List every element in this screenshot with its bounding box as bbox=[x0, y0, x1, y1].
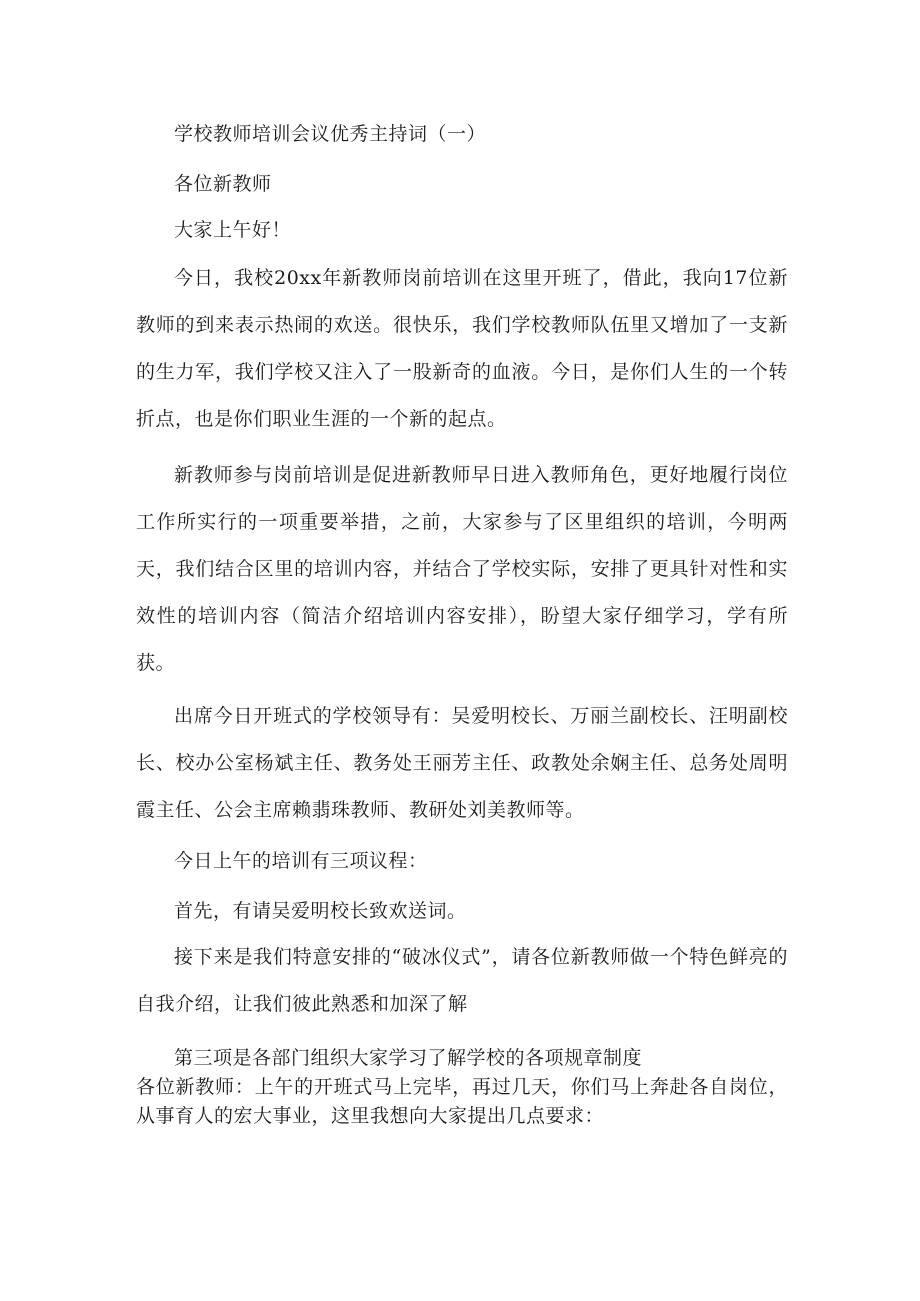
paragraph-salutation: 各位新教师 bbox=[174, 173, 272, 195]
paragraph-agenda-first: 首先，有请吴爱明校长致欢送词。 bbox=[174, 900, 467, 922]
paragraph-greeting: 大家上午好！ bbox=[174, 219, 292, 241]
paragraph-agenda-intro: 今日上午的培训有三项议程： bbox=[174, 850, 428, 872]
paragraph-welcome: 今日，我校20xx年新教师岗前培训在这里开班了，借此，我向17位新教师的到来表示热闹的欢送。很快乐，我们学校教师队伍里又增加了一支新的生力军，我们学校又注入了一股新奇的血液。今日，是你们人生的一个转折点，也是你们职业生涯的一个新的起点。 bbox=[136, 267, 788, 430]
paragraph-training-purpose: 新教师参与岗前培训是促进新教师早日进入教师角色，更好地履行岗位工作所实行的一项重要举措，之前，大家参与了区里组织的培训，今明两天，我们结合区里的培训内容，并结合了学校实际，安排了更具针对性和实效性的培训内容（简洁介绍培训内容安排），盼望大家仔细学习，学有所获。 bbox=[136, 464, 788, 674]
paragraph-attending-leaders: 出席今日开班式的学校领导有：吴爱明校长、万丽兰副校长、汪明副校长、校办公室杨斌主任、教务处王丽芳主任、政教处余娴主任、总务处周明霞主任、公会主席赖翡珠教师、教研处刘美教师等。 bbox=[136, 705, 788, 821]
document-title: 学校教师培训会议优秀主持词（一） bbox=[174, 123, 487, 145]
paragraph-agenda-second: 接下来是我们特意安排的“破冰仪式”，请各位新教师做一个特色鲜亮的自我介绍，让我们彼此熟悉和加深了解 bbox=[136, 946, 788, 1015]
paragraph-agenda-third-and-requirements: 第三项是各部门组织大家学习了解学校的各项规章制度 各位新教师：上午的开班式马上完毕，再过几天，你们马上奔赴各自岗位，从事育人的宏大事业，这里我想向大家提出几点要求： bbox=[136, 1047, 788, 1127]
